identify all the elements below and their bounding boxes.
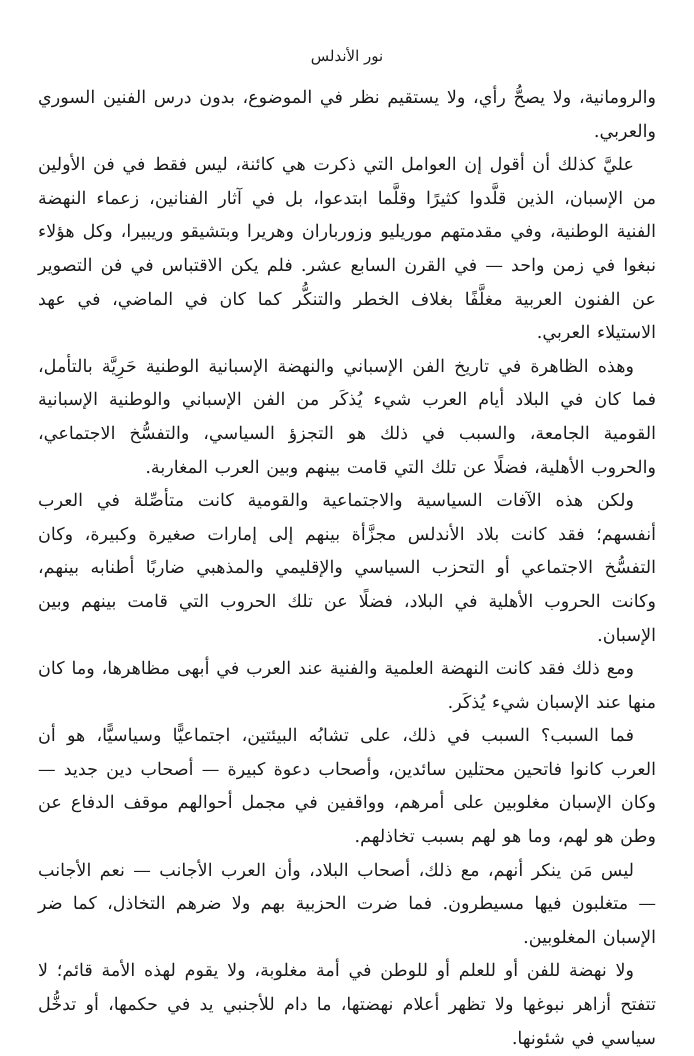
paragraph: ليس مَن ينكر أنهم، مع ذلك، أصحاب البلاد، وأن العرب الأجانب — نعم الأجانب — متغلبون فيها مسيطرون. فما ضرت الحزبية بهم ولا ضرهم التخاذل، كما ضر الإسبان المغلوبين. xyxy=(38,860,656,948)
paragraph: ولا نهضة للفن أو للعلم أو للوطن في أمة مغلوبة، ولا يقوم لهذه الأمة قائم؛ لا تتفتح أزاهر نبوغها ولا تظهر أعلام نهضتها، ما دام للأجنبي يد في حكمها، أو تدخُّل سياسي في شئونها. xyxy=(38,961,656,1049)
running-header: نور الأندلس xyxy=(310,47,384,65)
paragraph: عليَّ كذلك أن أقول إن العوامل التي ذكرت هي كائنة، ليس فقط في فن الأولين من الإسبان، الذين قلَّدوا كثيرًا وقلَّما ابتدعوا، بل في آثار الفنانين، زعماء النهضة الفنية الوطنية، وفي مقدمتهم موريليو وزورباران وهريرا وبتشيقو وريبيرا، وكل هؤلاء نبغوا في زمن واحد — في القرن السابع عشر. فلم يكن الاقتباس في فن التصوير عن الفنون العربية مغلَّفًا بغلاف الخطر والتنكُّر كما كان في الماضي، في عهد الاستيلاء العربي. xyxy=(38,155,656,344)
paragraph: فما السبب؟ السبب في ذلك، على تشابُه البيئتين، اجتماعيًّا وسياسيًّا، هو أن العرب كانوا فاتحين محتلين سائدين، وأصحاب دعوة كبيرة — أصحاب دين جديد — وكان الإسبان مغلوبين على أمرهم، وواقفين في مجمل أحوالهم موقف الدفاع عن وطن هو لهم، وما هو لهم بسبب تخاذلهم. xyxy=(38,726,656,848)
paragraph-continuation: والرومانية، ولا يصحُّ رأي، ولا يستقيم نظر في الموضوع، بدون درس الفنين السوري والعربي. xyxy=(38,88,656,142)
paragraph: ولكن هذه الآفات السياسية والاجتماعية والقومية كانت متأصِّلة في العرب أنفسهم؛ فقد كانت بلاد الأندلس مجزَّأة بينهم إلى إمارات صغيرة وكبيرة، وكان التفسُّخ الاجتماعي أو التحزب السياسي والإقليمي والمذهبي ضاربًا أطنابه بينهم، وكانت الحروب الأهلية في البلاد، فضلًا عن تلك الحروب التي قامت بينهم وبين الإسبان. xyxy=(38,491,656,646)
paragraph: ومع ذلك فقد كانت النهضة العلمية والفنية عند العرب في أبهى مظاهرها، وما كان منها عند الإسبان شيء يُذكَر. xyxy=(38,659,656,713)
paragraph: وهذه الظاهرة في تاريخ الفن الإسباني والنهضة الإسبانية الوطنية حَرِيَّة بالتأمل، فما كان في البلاد أيام العرب شيء يُذكَر من الفن الإسباني والوطنية الإسبانية القومية الجامعة، والسبب في ذلك هو التجزؤ السياسي، والتفسُّخ الاجتماعي، والحروب الأهلية، فضلًا عن تلك التي قامت بينهم وبين العرب المغاربة. xyxy=(38,356,656,478)
body-text xyxy=(38,82,656,1056)
